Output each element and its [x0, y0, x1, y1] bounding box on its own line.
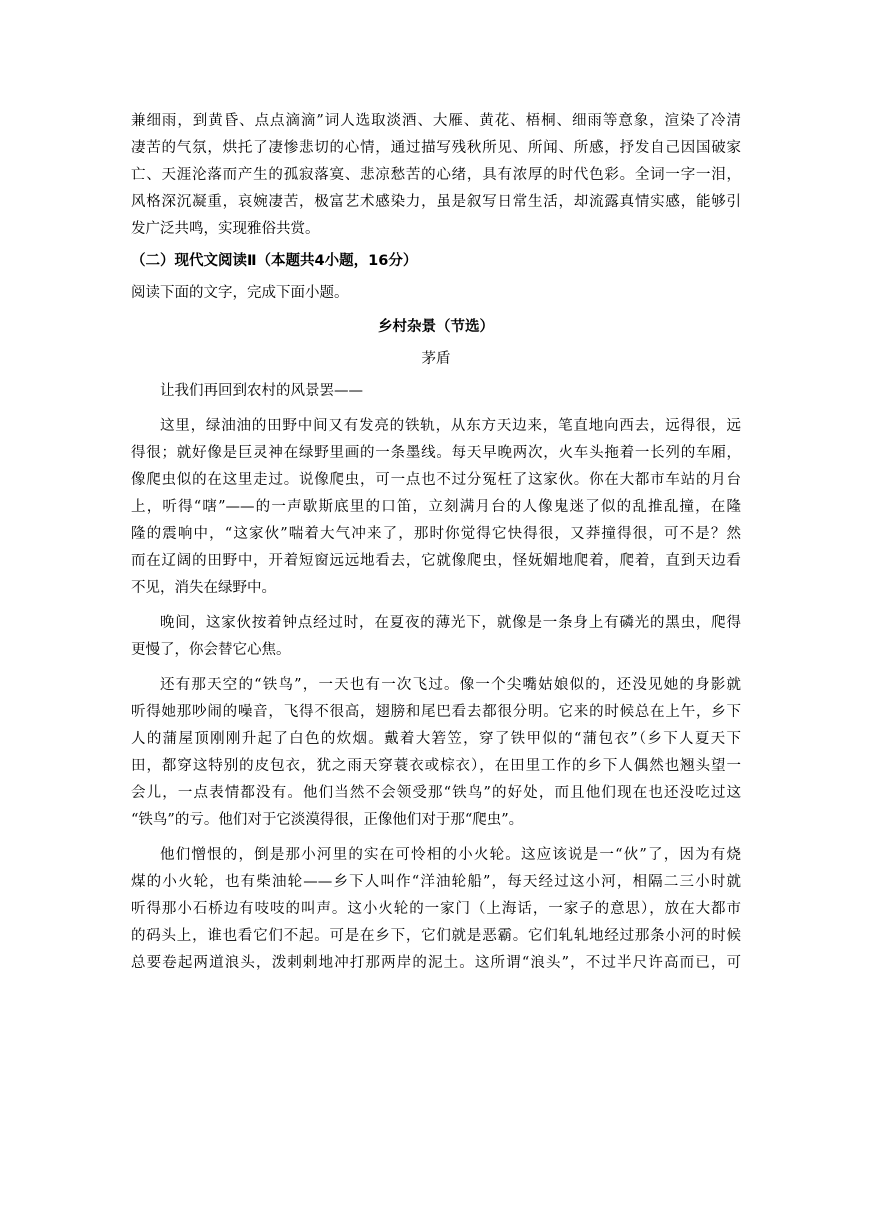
paragraph	[131, 672, 741, 834]
text-line: 上，听得“嗐”——的一声歇斯底里的口笛，立刻满月台的人像鬼迷了似的乱推乱撞，在隆	[131, 499, 741, 515]
text-line: 他们憎恨的，倒是那小河里的实在可怜相的小火轮。这应该说是一“伙”了，因为有烧	[160, 847, 741, 863]
reading-instruction: 阅读下面的文字，完成下面小题。	[131, 285, 349, 301]
text-line: 的码头上，谁也看它们不起。可是在乡下，它们就是恶霸。它们轧轧地经过那条小河的时候	[131, 928, 741, 944]
text-line: 隆的震响中，“这家伙”喘着大气冲来了，那时你觉得它快得很，又莽撞得很，可不是？然	[131, 526, 741, 542]
text-line: 听得她那吵闹的噪音，飞得不很高，翅膀和尾巴看去都很分明。它来的时候总在上午，乡下	[131, 704, 741, 720]
text-line: 这里，绿油油的田野中间又有发亮的铁轨，从东方天边来，笔直地向西去，远得很，远	[160, 418, 741, 434]
text-line: “铁鸟”的亏。他们对于它淡漠得很，正像他们对于那“爬虫”。	[131, 812, 524, 828]
text-line: 煤的小火轮，也有柴油轮——乡下人叫作“洋油轮船”，每天经过这小河，相隔二三小时就	[131, 874, 741, 890]
article-author: 茅盾	[421, 351, 451, 367]
document-body	[131, 108, 741, 977]
text-line: 凄苦的气氛，烘托了凄惨悲切的心情，通过描写残秋所见、所闻、所感，抒发自己因国破家	[131, 140, 741, 156]
text-line: 更慢了，你会替它心焦。	[131, 642, 291, 658]
text-line: 得很；就好像是巨灵神在绿野里画的一条墨线。每天早晚两次，火车头拖着一长列的车厢，	[131, 445, 741, 461]
text-line: 人的蒲屋顶刚刚升起了白色的炊烟。戴着大箬笠，穿了铁甲似的“蒲包衣”（乡下人夏天下	[131, 731, 741, 747]
text-line: 还有那天空的“铁鸟”，一天也有一次飞过。像一个尖嘴姑娘似的，还没见她的身影就	[160, 677, 741, 693]
text-line: 风格深沉凝重，哀婉凄苦，极富艺术感染力，虽是叙写日常生活，却流露真情实感，能够引	[131, 194, 741, 210]
text-line: 会儿，一点表情都没有。他们当然不会领受那“铁鸟”的好处，而且他们现在也还没吃过这	[131, 785, 741, 801]
text-line: 兼细雨，到黄昏、点点滴滴”词人选取淡酒、大雁、黄花、梧桐、细雨等意象，渲染了冷清	[131, 113, 741, 129]
text-line: 总要卷起两道浪头，泼剌剌地冲打那两岸的泥土。这所谓“浪头”，不过半尺许高而已，可	[131, 955, 741, 971]
text-line: 不见，消失在绿野中。	[131, 580, 276, 596]
text-line: 亡、天涯沦落而产生的孤寂落寞、悲凉愁苦的心绪，具有浓厚的时代色彩。全词一字一泪，	[131, 167, 741, 183]
text-line: 听得那小石桥边有吱吱的叫声。这小火轮的一家门（上海话，一家子的意思），放在大都市	[131, 901, 741, 917]
text-line: 晚间，这家伙按着钟点经过时，在夏夜的薄光下，就像是一条身上有磷光的黑虫，爬得	[160, 615, 741, 631]
intro-paragraph	[131, 108, 741, 243]
paragraph	[131, 842, 741, 977]
paragraph	[131, 413, 741, 602]
section-heading: （二）现代文阅读Ⅱ（本题共4小题，16分）	[131, 253, 418, 269]
paragraph	[131, 610, 741, 664]
article-title: 乡村杂景（节选）	[378, 319, 494, 335]
text-line: 像爬虫似的在这里走过。说像爬虫，可一点也不过分冤枉了这家伙。你在大都市车站的月台	[131, 472, 741, 488]
text-line: 田，都穿这特别的皮包衣，犹之雨天穿蓑衣或棕衣），在田里工作的乡下人偶然也翘头望一	[131, 758, 741, 774]
text-line: 而在辽阔的田野中，开着短窗远远地看去，它就像爬虫，怪妩媚地爬着，爬着，直到天边看	[131, 553, 741, 569]
text-line: 发广泛共鸣，实现雅俗共赏。	[131, 221, 320, 237]
text-line: 让我们再回到农村的风景罢——	[160, 383, 363, 399]
paragraph	[131, 378, 741, 405]
